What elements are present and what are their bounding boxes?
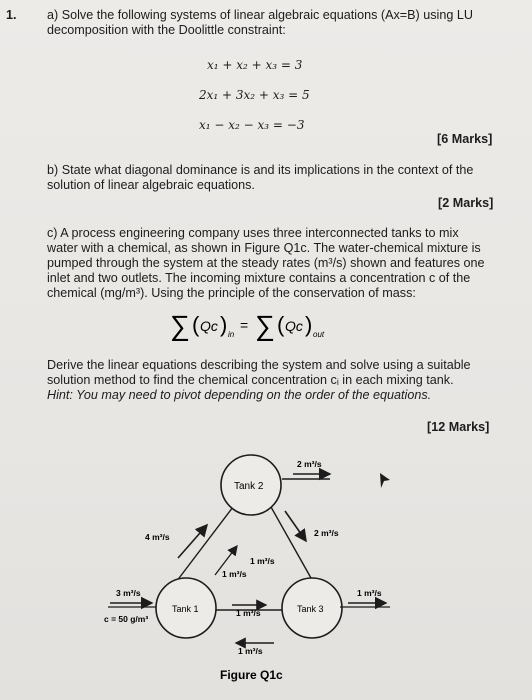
question-number: 1. (6, 8, 17, 22)
pipe-t2-t3 (271, 507, 311, 578)
equation-1: x₁ + x₂ + x₃ = 3 (207, 58, 303, 72)
part-b-marks: [2 Marks] (438, 196, 494, 210)
svg-text:(: ( (192, 312, 200, 337)
mass-balance-formula (170, 305, 370, 345)
tank-1-label: Tank 1 (172, 604, 199, 614)
flow-mid-b-label: 1 m³/s (250, 556, 275, 566)
cursor-icon (380, 473, 390, 488)
part-c-marks: [12 Marks] (427, 420, 490, 434)
svg-text:in: in (228, 330, 235, 339)
part-c-line1: c) A process engineering company uses three interconnected tanks to mix (47, 226, 459, 240)
equation-3: x₁ − x₂ − x₃ = −3 (199, 118, 305, 132)
flow-t1-t2-arrow (178, 525, 207, 558)
part-c-line4: inlet and two outlets. The incoming mixture contains a concentration c of the (47, 271, 471, 285)
svg-text:∑: ∑ (170, 310, 190, 341)
svg-text:∑: ∑ (255, 310, 275, 341)
part-c-line5: chemical (mg/m³). Using the principle of the conservation of mass: (47, 286, 416, 300)
svg-text:out: out (313, 330, 325, 339)
flow-t3-out-label: 1 m³/s (357, 588, 382, 598)
flow-top-out-label: 2 m³/s (297, 459, 322, 469)
part-a-line1: a) Solve the following systems of linear algebraic equations (Ax=B) using LU (47, 8, 473, 22)
derive-line2: solution method to find the chemical concentration cᵢ in each mixing tank. (47, 373, 454, 387)
derive-line1: Derive the linear equations describing the system and solve using a suitable (47, 358, 471, 372)
flow-t2-t3-label: 2 m³/s (314, 528, 339, 538)
flow-t1-t2-label: 4 m³/s (145, 532, 170, 542)
tank-diagram (0, 440, 532, 700)
svg-text:): ) (220, 312, 228, 337)
svg-text:(: ( (277, 312, 285, 337)
flow-t1-t3-label: 1 m³/s (236, 608, 261, 618)
inlet-concentration-label: c = 50 g/m³ (104, 614, 149, 624)
flow-inlet-label: 3 m³/s (116, 588, 141, 598)
part-a-line2: decomposition with the Doolittle constraint: (47, 23, 286, 37)
svg-text:): ) (305, 312, 313, 337)
figure-caption: Figure Q1c (220, 668, 283, 682)
equation-2: 2x₁ + 3x₂ + x₃ = 5 (199, 88, 310, 102)
tank-3-label: Tank 3 (297, 604, 324, 614)
part-b-line1: b) State what diagonal dominance is and its implications in the context of the (47, 163, 474, 177)
svg-text:Qc: Qc (200, 318, 218, 334)
svg-text:=: = (240, 317, 249, 333)
svg-text:Qc: Qc (285, 318, 303, 334)
part-b-line2: solution of linear algebraic equations. (47, 178, 255, 192)
part-c-line3: pumped through the system at the steady rates (m³/s) shown and features one (47, 256, 485, 270)
hint-text: Hint: You may need to pivot depending on the order of the equations. (47, 388, 432, 402)
flow-bottom-label: 1 m³/s (238, 646, 263, 656)
part-c-line2: water with a chemical, as shown in Figure Q1c. The water-chemical mixture is (47, 241, 481, 255)
tank-2-label: Tank 2 (234, 481, 264, 492)
part-a-marks: [6 Marks] (437, 132, 493, 146)
flow-mid-a-label: 1 m³/s (222, 569, 247, 579)
